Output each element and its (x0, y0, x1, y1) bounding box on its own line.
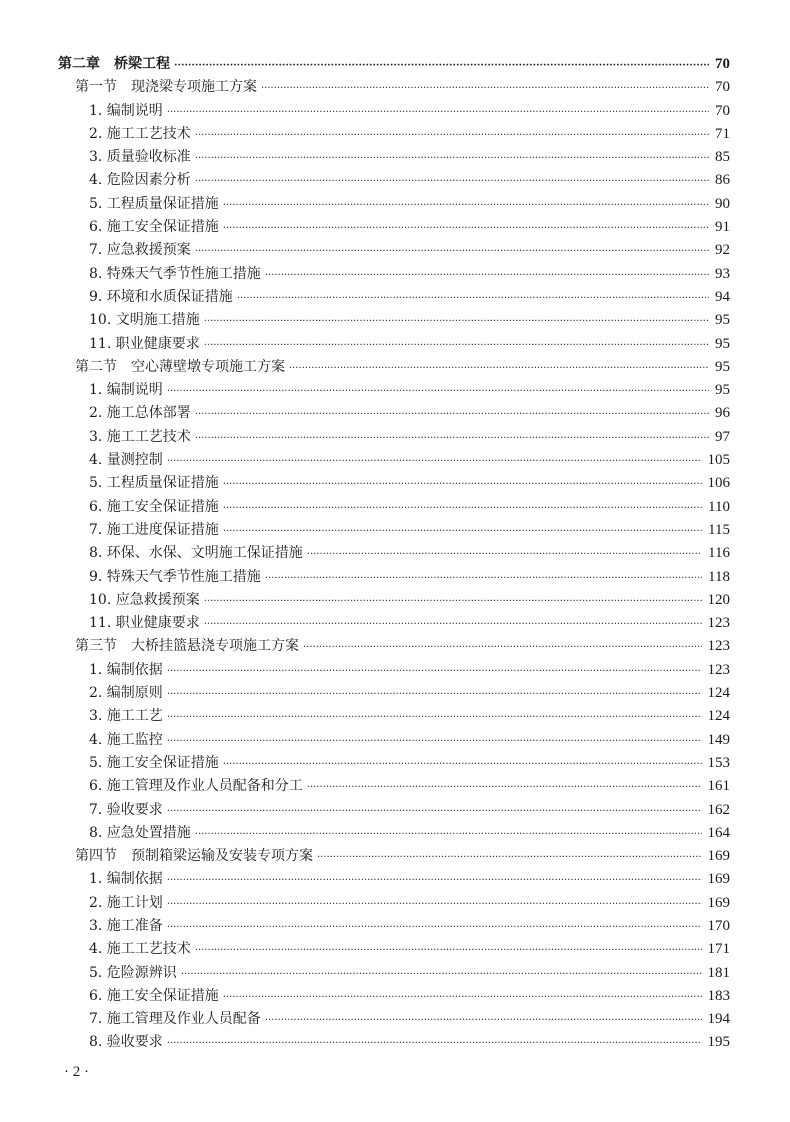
dot-leader (167, 893, 702, 916)
toc-item-entry (58, 100, 730, 123)
toc-entry-title: 2. 施工总体部署 (89, 405, 191, 422)
dot-leader (167, 683, 702, 706)
toc-item-entry (58, 123, 730, 146)
toc-entry-title: 5. 危险源辨识 (89, 964, 177, 981)
toc-entry-page-number: 123 (707, 638, 730, 655)
dot-leader (303, 636, 702, 659)
toc-entry-page-number: 169 (707, 848, 730, 865)
toc-entry-title: 8. 应急处置措施 (89, 824, 191, 841)
toc-entry-title: 7. 验收要求 (89, 801, 163, 818)
dot-leader (289, 357, 709, 380)
dot-leader (204, 590, 702, 613)
toc-section-entry (58, 356, 730, 379)
toc-item-entry (58, 938, 730, 961)
toc-entry-page-number: 85 (715, 149, 730, 166)
dot-leader (204, 334, 709, 357)
toc-entry-page-number: 97 (715, 428, 730, 445)
dot-leader (181, 963, 702, 986)
dot-leader (195, 147, 709, 170)
dot-leader (204, 310, 709, 333)
toc-item-entry (58, 496, 730, 519)
toc-item-entry (58, 1008, 730, 1031)
toc-entry-page-number: 169 (707, 871, 730, 888)
toc-entry-title: 11. 职业健康要求 (89, 615, 200, 632)
toc-entry-page-number: 153 (707, 754, 730, 771)
toc-entry-title: 第四节 预制箱梁运输及安装专项方案 (75, 848, 313, 865)
dot-leader (167, 800, 702, 823)
toc-entry-page-number: 194 (707, 1011, 730, 1028)
toc-item-entry (58, 705, 730, 728)
toc-entry-title: 3. 施工工艺技术 (89, 428, 191, 445)
toc-item-entry (58, 822, 730, 845)
toc-entry-page-number: 95 (715, 382, 730, 399)
dot-leader (223, 520, 702, 543)
toc-entry-page-number: 96 (715, 405, 730, 422)
dot-leader (195, 427, 709, 450)
toc-entry-page-number: 162 (707, 801, 730, 818)
dot-leader (223, 753, 702, 776)
toc-item-entry (58, 1031, 730, 1054)
toc-entry-page-number: 106 (707, 475, 730, 492)
toc-chapter-entry (58, 53, 730, 76)
toc-item-entry (58, 682, 730, 705)
toc-entry-title: 5. 工程质量保证措施 (89, 475, 219, 492)
toc-entry-title: 第二章 桥梁工程 (58, 56, 170, 72)
toc-item-entry (58, 868, 730, 891)
toc-entry-page-number: 183 (707, 987, 730, 1004)
toc-entry-title: 7. 施工管理及作业人员配备 (89, 1011, 261, 1028)
dot-leader (167, 380, 709, 403)
toc-entry-title: 9. 特殊天气季节性施工措施 (89, 568, 261, 585)
toc-entry-title: 2. 施工工艺技术 (89, 125, 191, 142)
toc-entry-title: 2. 施工计划 (89, 894, 163, 911)
toc-entry-page-number: 124 (707, 708, 730, 725)
dot-leader (167, 660, 702, 683)
toc-entry-title: 6. 施工安全保证措施 (89, 498, 219, 515)
dot-leader (317, 846, 702, 869)
toc-item-entry (58, 892, 730, 915)
toc-entry-page-number: 95 (715, 335, 730, 352)
toc-entry-page-number: 95 (715, 358, 730, 375)
toc-item-entry (58, 169, 730, 192)
toc-item-entry (58, 333, 730, 356)
toc-entry-title: 1. 编制说明 (89, 382, 163, 399)
toc-item-entry (58, 472, 730, 495)
table-of-contents (58, 53, 730, 1055)
toc-entry-title: 3. 质量验收标准 (89, 149, 191, 166)
toc-entry-page-number: 93 (715, 265, 730, 282)
toc-item-entry (58, 985, 730, 1008)
toc-entry-title: 4. 量测控制 (89, 452, 163, 469)
toc-entry-title: 10. 应急救援预案 (89, 591, 200, 608)
toc-entry-page-number: 149 (707, 731, 730, 748)
dot-leader (307, 543, 702, 566)
toc-item-entry (58, 519, 730, 542)
toc-entry-page-number: 169 (707, 894, 730, 911)
dot-leader (265, 1009, 702, 1032)
toc-entry-page-number: 90 (715, 195, 730, 212)
dot-leader (307, 776, 702, 799)
dot-leader (167, 916, 702, 939)
toc-entry-title: 1. 编制依据 (89, 661, 163, 678)
toc-entry-title: 6. 施工安全保证措施 (89, 987, 219, 1004)
dot-leader (223, 473, 702, 496)
toc-entry-page-number: 164 (707, 824, 730, 841)
toc-entry-title: 6. 施工管理及作业人员配备和分工 (89, 778, 303, 795)
dot-leader (195, 403, 709, 426)
toc-entry-page-number: 70 (715, 102, 730, 119)
toc-entry-page-number: 123 (707, 615, 730, 632)
toc-item-entry (58, 589, 730, 612)
toc-item-entry (58, 775, 730, 798)
dot-leader (237, 287, 709, 310)
dot-leader (223, 217, 709, 240)
dot-leader (204, 613, 702, 636)
toc-item-entry (58, 962, 730, 985)
toc-entry-page-number: 120 (707, 591, 730, 608)
dot-leader (195, 939, 702, 962)
toc-entry-page-number: 91 (715, 219, 730, 236)
toc-entry-page-number: 71 (715, 125, 730, 142)
toc-entry-page-number: 70 (715, 56, 730, 72)
toc-item-entry (58, 402, 730, 425)
toc-entry-title: 3. 施工准备 (89, 917, 163, 934)
toc-entry-title: 6. 施工安全保证措施 (89, 219, 219, 236)
dot-leader (223, 986, 702, 1009)
toc-section-entry (58, 76, 730, 99)
toc-entry-title: 4. 危险因素分析 (89, 172, 191, 189)
dot-leader (174, 54, 709, 77)
toc-entry-title: 5. 工程质量保证措施 (89, 195, 219, 212)
toc-entry-title: 4. 施工工艺技术 (89, 941, 191, 958)
toc-entry-title: 5. 施工安全保证措施 (89, 754, 219, 771)
dot-leader (167, 1032, 702, 1055)
toc-entry-title: 2. 编制原则 (89, 685, 163, 702)
dot-leader (195, 823, 702, 846)
toc-entry-page-number: 70 (715, 79, 730, 96)
toc-entry-page-number: 123 (707, 661, 730, 678)
toc-entry-title: 8. 环保、水保、文明施工保证措施 (89, 545, 303, 562)
page-number: · 2 · (64, 1064, 89, 1080)
toc-entry-page-number: 171 (707, 941, 730, 958)
toc-entry-page-number: 195 (707, 1034, 730, 1051)
toc-item-entry (58, 915, 730, 938)
dot-leader (167, 450, 702, 473)
toc-entry-page-number: 115 (708, 521, 730, 538)
toc-item-entry (58, 426, 730, 449)
toc-item-entry (58, 542, 730, 565)
toc-section-entry (58, 845, 730, 868)
toc-entry-title: 第三节 大桥挂篮悬浇专项施工方案 (75, 638, 299, 655)
toc-item-entry (58, 379, 730, 402)
dot-leader (167, 706, 702, 729)
dot-leader (223, 194, 709, 217)
toc-entry-title: 8. 验收要求 (89, 1034, 163, 1051)
dot-leader (265, 264, 709, 287)
toc-entry-page-number: 94 (715, 288, 730, 305)
toc-entry-title: 9. 环境和水质保证措施 (89, 288, 233, 305)
toc-entry-page-number: 118 (708, 568, 730, 585)
toc-item-entry (58, 286, 730, 309)
toc-section-entry (58, 635, 730, 658)
toc-item-entry (58, 216, 730, 239)
toc-item-entry (58, 752, 730, 775)
toc-entry-page-number: 181 (707, 964, 730, 981)
toc-entry-page-number: 86 (715, 172, 730, 189)
toc-item-entry (58, 566, 730, 589)
toc-entry-page-number: 92 (715, 242, 730, 259)
toc-entry-page-number: 124 (707, 685, 730, 702)
toc-item-entry (58, 612, 730, 635)
toc-entry-page-number: 105 (707, 452, 730, 469)
toc-entry-title: 第二节 空心薄壁墩专项施工方案 (75, 358, 285, 375)
toc-item-entry (58, 239, 730, 262)
toc-item-entry (58, 263, 730, 286)
toc-entry-title: 1. 编制说明 (89, 102, 163, 119)
toc-entry-page-number: 116 (708, 545, 730, 562)
dot-leader (195, 170, 709, 193)
dot-leader (265, 567, 702, 590)
toc-item-entry (58, 729, 730, 752)
toc-entry-title: 7. 应急救援预案 (89, 242, 191, 259)
toc-entry-title: 11. 职业健康要求 (89, 335, 200, 352)
toc-entry-title: 3. 施工工艺 (89, 708, 163, 725)
toc-entry-title: 8. 特殊天气季节性施工措施 (89, 265, 261, 282)
toc-entry-page-number: 95 (715, 312, 730, 329)
toc-entry-title: 1. 编制依据 (89, 871, 163, 888)
toc-item-entry (58, 193, 730, 216)
toc-item-entry (58, 799, 730, 822)
toc-item-entry (58, 146, 730, 169)
dot-leader (167, 101, 709, 124)
dot-leader (167, 730, 702, 753)
toc-entry-page-number: 170 (707, 917, 730, 934)
toc-entry-title: 第一节 现浇梁专项施工方案 (75, 79, 257, 96)
dot-leader (195, 124, 709, 147)
toc-item-entry (58, 659, 730, 682)
toc-entry-title: 4. 施工监控 (89, 731, 163, 748)
dot-leader (261, 77, 709, 100)
dot-leader (223, 497, 702, 520)
toc-item-entry (58, 449, 730, 472)
dot-leader (195, 240, 709, 263)
toc-entry-title: 7. 施工进度保证措施 (89, 521, 219, 538)
toc-entry-title: 10. 文明施工措施 (89, 312, 200, 329)
toc-item-entry (58, 309, 730, 332)
dot-leader (167, 869, 702, 892)
toc-entry-page-number: 110 (708, 498, 730, 515)
toc-entry-page-number: 161 (707, 778, 730, 795)
